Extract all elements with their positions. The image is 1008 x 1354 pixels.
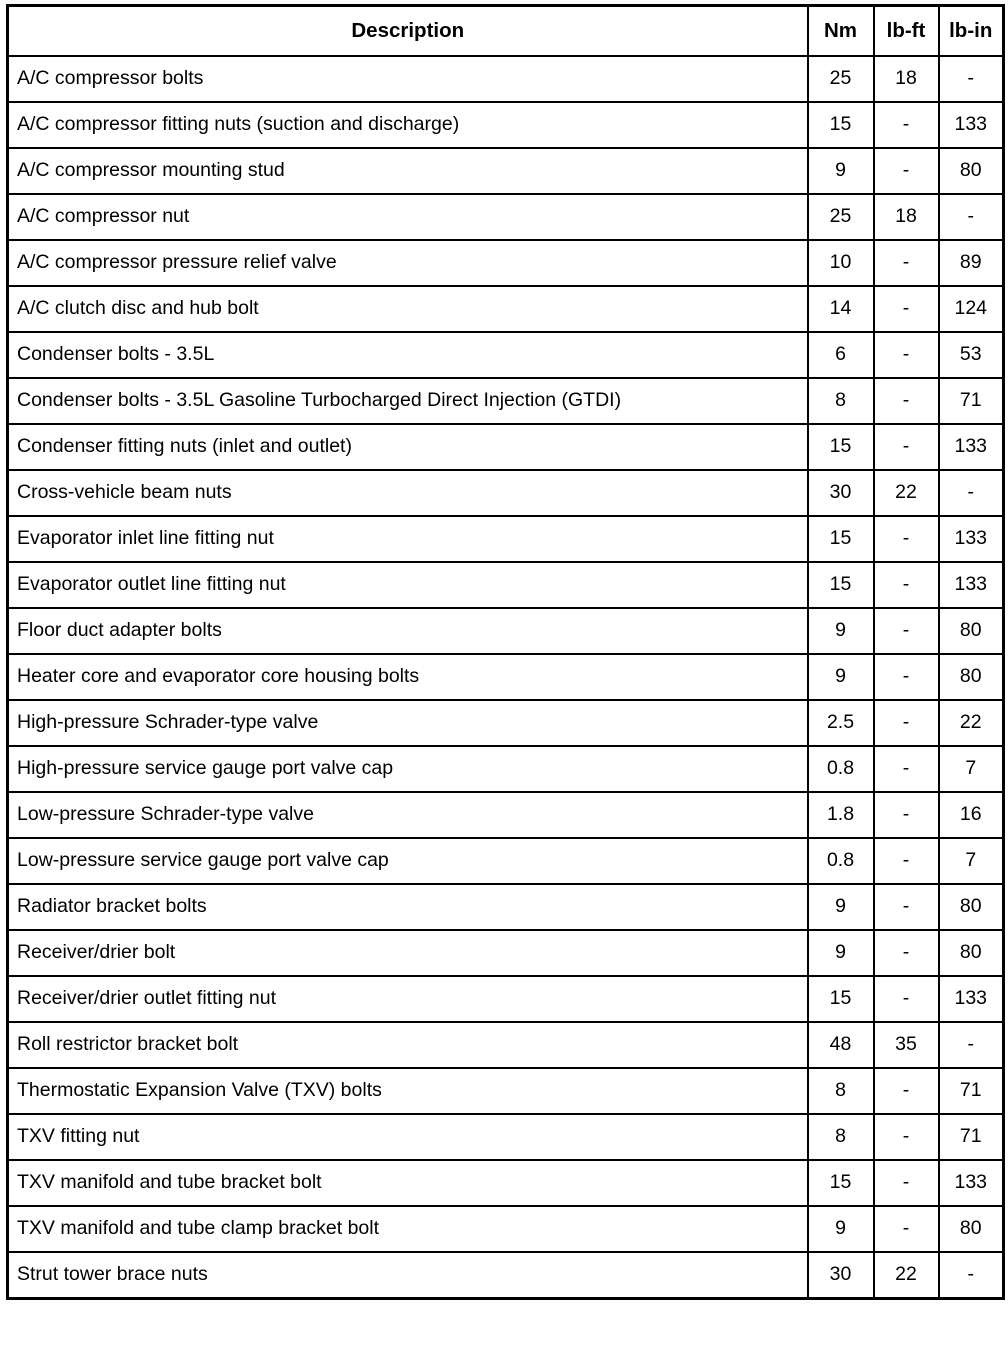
cell-description: Strut tower brace nuts	[8, 1252, 808, 1299]
table-row	[8, 884, 1004, 930]
cell-description: Condenser bolts - 3.5L Gasoline Turbocharged Direct Injection (GTDI)	[8, 378, 808, 424]
cell-lbft: -	[874, 240, 939, 286]
cell-lbin: -	[939, 56, 1004, 102]
cell-nm: 6	[808, 332, 874, 378]
cell-nm: 2.5	[808, 700, 874, 746]
cell-lbin: 133	[939, 424, 1004, 470]
table-row	[8, 838, 1004, 884]
cell-lbin: 133	[939, 562, 1004, 608]
cell-lbin: -	[939, 1252, 1004, 1299]
table-row	[8, 700, 1004, 746]
table-row	[8, 1252, 1004, 1299]
cell-description: A/C compressor pressure relief valve	[8, 240, 808, 286]
table-row	[8, 608, 1004, 654]
cell-description: A/C clutch disc and hub bolt	[8, 286, 808, 332]
table-row	[8, 746, 1004, 792]
cell-lbin: 133	[939, 102, 1004, 148]
cell-lbft: -	[874, 1068, 939, 1114]
table-row	[8, 286, 1004, 332]
table-row	[8, 516, 1004, 562]
cell-description: Low-pressure Schrader-type valve	[8, 792, 808, 838]
cell-lbft: -	[874, 516, 939, 562]
cell-description: Condenser fitting nuts (inlet and outlet)	[8, 424, 808, 470]
table-row	[8, 562, 1004, 608]
cell-lbin: 71	[939, 1114, 1004, 1160]
cell-nm: 15	[808, 976, 874, 1022]
cell-description: Floor duct adapter bolts	[8, 608, 808, 654]
cell-lbft: -	[874, 746, 939, 792]
cell-nm: 9	[808, 884, 874, 930]
cell-description: A/C compressor fitting nuts (suction and discharge)	[8, 102, 808, 148]
cell-lbft: -	[874, 148, 939, 194]
cell-lbin: 71	[939, 1068, 1004, 1114]
column-header-nm: Nm	[808, 6, 874, 57]
cell-nm: 15	[808, 516, 874, 562]
cell-description: Receiver/drier outlet fitting nut	[8, 976, 808, 1022]
cell-nm: 9	[808, 608, 874, 654]
cell-lbft: -	[874, 608, 939, 654]
cell-description: A/C compressor mounting stud	[8, 148, 808, 194]
cell-lbin: -	[939, 194, 1004, 240]
table-header-row	[8, 6, 1004, 57]
cell-description: Radiator bracket bolts	[8, 884, 808, 930]
cell-description: Condenser bolts - 3.5L	[8, 332, 808, 378]
table-row	[8, 930, 1004, 976]
cell-nm: 48	[808, 1022, 874, 1068]
cell-lbft: -	[874, 838, 939, 884]
torque-specifications-table	[6, 4, 1005, 1300]
cell-lbin: -	[939, 1022, 1004, 1068]
cell-nm: 0.8	[808, 746, 874, 792]
cell-lbft: -	[874, 562, 939, 608]
cell-nm: 9	[808, 930, 874, 976]
column-header-description: Description	[8, 6, 808, 57]
cell-lbin: 22	[939, 700, 1004, 746]
table-row	[8, 102, 1004, 148]
table-row	[8, 332, 1004, 378]
table-row	[8, 1206, 1004, 1252]
cell-lbft: 22	[874, 1252, 939, 1299]
cell-nm: 30	[808, 1252, 874, 1299]
table-row	[8, 148, 1004, 194]
cell-lbin: 80	[939, 608, 1004, 654]
cell-lbin: -	[939, 470, 1004, 516]
cell-nm: 10	[808, 240, 874, 286]
cell-description: Roll restrictor bracket bolt	[8, 1022, 808, 1068]
cell-nm: 8	[808, 1114, 874, 1160]
cell-lbin: 124	[939, 286, 1004, 332]
table-row	[8, 470, 1004, 516]
cell-nm: 0.8	[808, 838, 874, 884]
cell-lbin: 71	[939, 378, 1004, 424]
cell-lbin: 80	[939, 148, 1004, 194]
cell-lbft: -	[874, 792, 939, 838]
cell-lbft: -	[874, 1206, 939, 1252]
cell-lbin: 16	[939, 792, 1004, 838]
cell-description: TXV manifold and tube clamp bracket bolt	[8, 1206, 808, 1252]
cell-nm: 30	[808, 470, 874, 516]
cell-description: Heater core and evaporator core housing bolts	[8, 654, 808, 700]
cell-lbft: 18	[874, 194, 939, 240]
table-row	[8, 378, 1004, 424]
cell-description: High-pressure Schrader-type valve	[8, 700, 808, 746]
cell-description: High-pressure service gauge port valve cap	[8, 746, 808, 792]
cell-lbin: 7	[939, 838, 1004, 884]
cell-nm: 15	[808, 562, 874, 608]
cell-description: A/C compressor nut	[8, 194, 808, 240]
cell-lbft: -	[874, 976, 939, 1022]
table-row	[8, 792, 1004, 838]
cell-lbin: 133	[939, 1160, 1004, 1206]
cell-lbft: -	[874, 378, 939, 424]
table-row	[8, 1022, 1004, 1068]
cell-description: Low-pressure service gauge port valve cap	[8, 838, 808, 884]
cell-nm: 25	[808, 194, 874, 240]
cell-lbin: 80	[939, 1206, 1004, 1252]
cell-lbin: 7	[939, 746, 1004, 792]
cell-lbin: 53	[939, 332, 1004, 378]
cell-description: Receiver/drier bolt	[8, 930, 808, 976]
cell-lbft: -	[874, 1160, 939, 1206]
table-row	[8, 1068, 1004, 1114]
cell-lbin: 133	[939, 516, 1004, 562]
cell-description: TXV fitting nut	[8, 1114, 808, 1160]
column-header-lbft: lb-ft	[874, 6, 939, 57]
cell-lbin: 80	[939, 930, 1004, 976]
table-row	[8, 1114, 1004, 1160]
cell-lbft: -	[874, 654, 939, 700]
cell-lbin: 89	[939, 240, 1004, 286]
cell-nm: 8	[808, 378, 874, 424]
cell-lbft: -	[874, 102, 939, 148]
cell-nm: 25	[808, 56, 874, 102]
table-row	[8, 1160, 1004, 1206]
cell-nm: 15	[808, 1160, 874, 1206]
cell-description: Thermostatic Expansion Valve (TXV) bolts	[8, 1068, 808, 1114]
cell-nm: 1.8	[808, 792, 874, 838]
table-header	[8, 6, 1004, 57]
cell-lbft: 22	[874, 470, 939, 516]
cell-nm: 9	[808, 1206, 874, 1252]
cell-lbft: -	[874, 884, 939, 930]
cell-lbin: 80	[939, 884, 1004, 930]
table-body	[8, 56, 1004, 1299]
cell-lbft: -	[874, 930, 939, 976]
cell-nm: 15	[808, 102, 874, 148]
cell-nm: 9	[808, 654, 874, 700]
table-row	[8, 240, 1004, 286]
cell-description: Evaporator inlet line fitting nut	[8, 516, 808, 562]
cell-lbft: -	[874, 1114, 939, 1160]
table-row	[8, 976, 1004, 1022]
cell-description: A/C compressor bolts	[8, 56, 808, 102]
cell-lbft: 18	[874, 56, 939, 102]
cell-nm: 14	[808, 286, 874, 332]
cell-nm: 8	[808, 1068, 874, 1114]
cell-lbft: -	[874, 332, 939, 378]
column-header-lbin: lb-in	[939, 6, 1004, 57]
cell-lbft: 35	[874, 1022, 939, 1068]
table-row	[8, 194, 1004, 240]
table-row	[8, 424, 1004, 470]
cell-description: TXV manifold and tube bracket bolt	[8, 1160, 808, 1206]
cell-nm: 9	[808, 148, 874, 194]
cell-lbft: -	[874, 700, 939, 746]
cell-description: Evaporator outlet line fitting nut	[8, 562, 808, 608]
cell-lbft: -	[874, 286, 939, 332]
cell-nm: 15	[808, 424, 874, 470]
cell-lbin: 80	[939, 654, 1004, 700]
cell-lbft: -	[874, 424, 939, 470]
table-row	[8, 56, 1004, 102]
cell-lbin: 133	[939, 976, 1004, 1022]
table-row	[8, 654, 1004, 700]
cell-description: Cross-vehicle beam nuts	[8, 470, 808, 516]
